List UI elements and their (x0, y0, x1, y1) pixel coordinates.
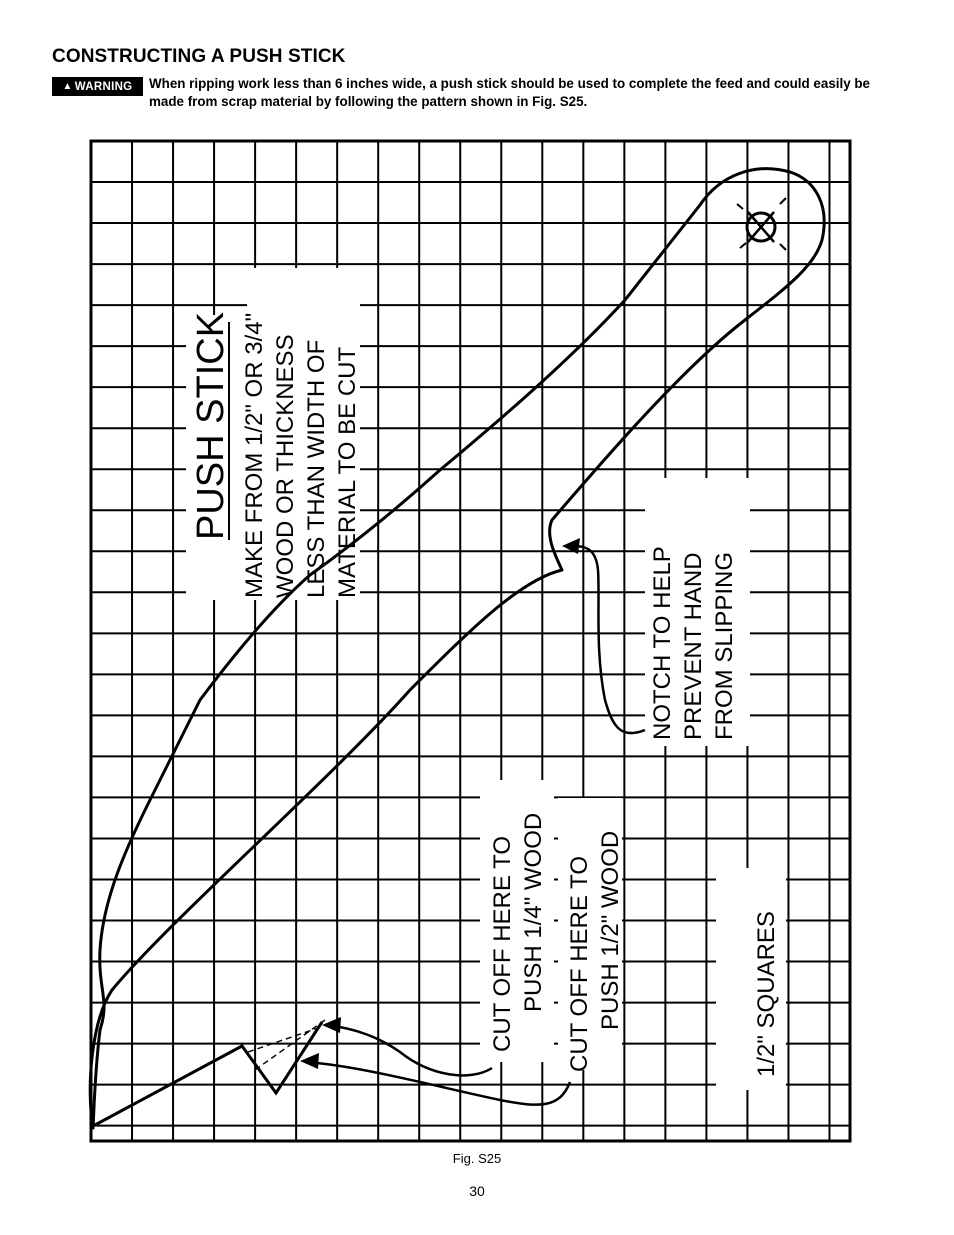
push-stick-heel-notch (95, 1022, 322, 1125)
make-from-line-3: LESS THAN WIDTH OF (303, 339, 330, 598)
make-from-line-1: MAKE FROM 1/2" OR 3/4" (241, 312, 268, 598)
notch-line-1: NOTCH TO HELP (649, 546, 676, 740)
warning-badge-label: WARNING (74, 80, 133, 93)
cut14-line-1: CUT OFF HERE TO (489, 835, 516, 1052)
page-number: 30 (469, 1183, 485, 1199)
section-heading: CONSTRUCTING A PUSH STICK (52, 46, 346, 67)
make-from-line-4: MATERIAL TO BE CUT (334, 346, 361, 598)
cut-line-half-inch (248, 1028, 318, 1052)
squares-label: 1/2" SQUARES (753, 911, 780, 1077)
figure-caption: Fig. S25 (452, 1151, 502, 1166)
cut12-line-1: CUT OFF HERE TO (566, 855, 593, 1072)
warning-text: When ripping work less than 6 inches wide, a push stick should be used to complete the feed and could easily be made from scrap material by following the pattern shown in Fig. S25. (149, 76, 871, 109)
cut12-line-2: PUSH 1/2" WOOD (597, 830, 624, 1030)
cut12-arrow-head-icon (300, 1053, 319, 1069)
notch-line-3: FROM SLIPPING (711, 551, 738, 740)
cut14-arrow-head-icon (322, 1017, 341, 1033)
notch-leader (568, 546, 645, 733)
figure-title: PUSH STICK (190, 311, 232, 540)
notch-line-2: PREVENT HAND (680, 552, 707, 740)
cut12-leader (306, 1062, 570, 1105)
warning-triangle-icon: ▲ (62, 81, 73, 92)
cut14-line-2: PUSH 1/4" WOOD (520, 812, 547, 1012)
make-from-line-2: WOOD OR THICKNESS (272, 334, 299, 598)
